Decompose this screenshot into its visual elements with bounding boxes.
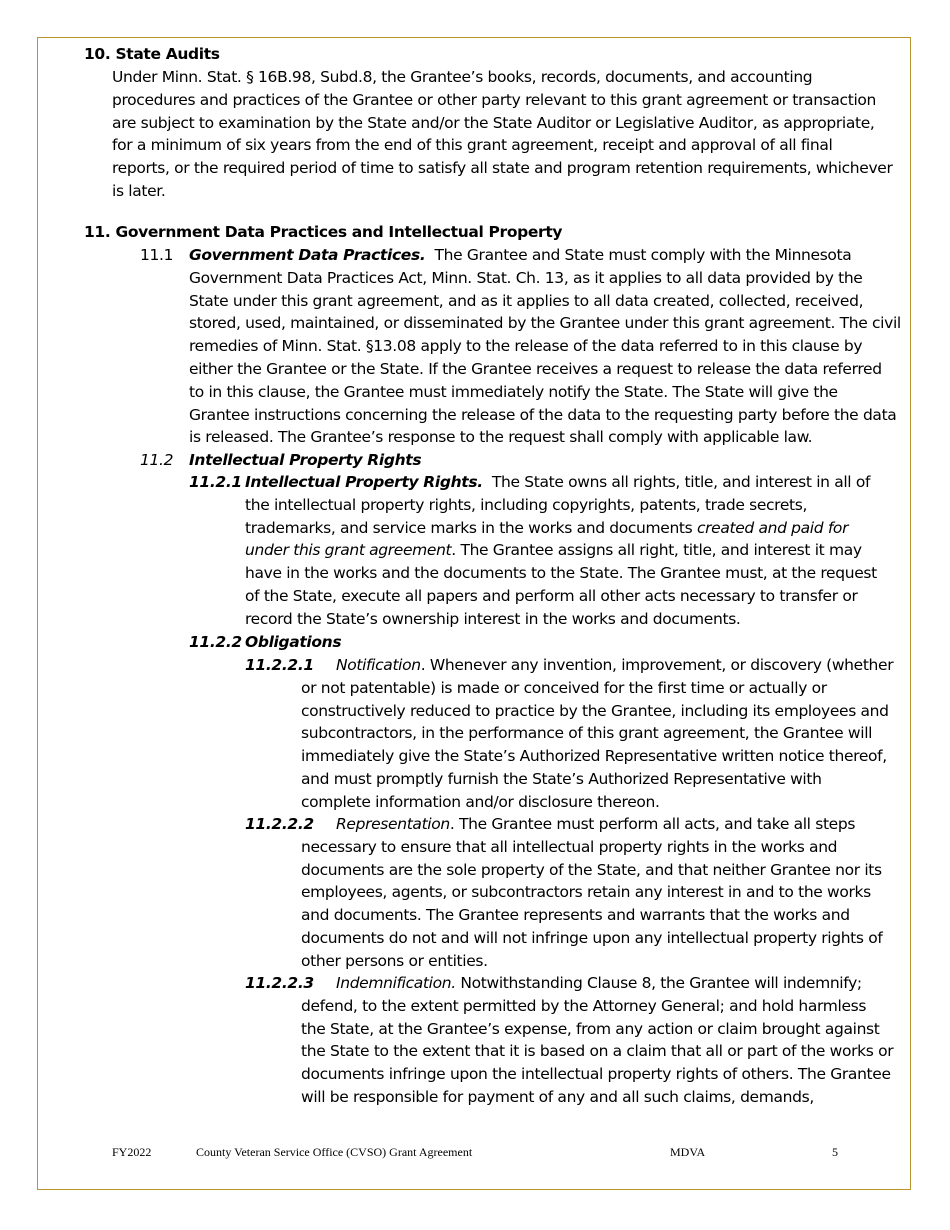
- footer-document-title: County Veteran Service Office (CVSO) Grant Agreement: [196, 1145, 473, 1159]
- clause-11-2-2-2-title: Representation: [336, 815, 450, 833]
- clause-11-2-2-1-title: Notification: [336, 656, 421, 674]
- clause-11-2-1: [245, 471, 895, 631]
- clause-11-2-number: 11.2: [140, 451, 174, 469]
- clause-11-1: [189, 244, 901, 449]
- footer-agency: MDVA: [670, 1145, 706, 1159]
- clause-11-2-2-3-body: Notwithstanding Clause 8, the Grantee will indemnify; defend, to the extent permitted by the Attorney General; and hold harmless the State, at the Grantee’s expense, from any action or claim brought against the State to the extent that it is based on a claim that all or part of the works or documents infringe upon the intellectual property rights of others. The Grantee will be responsible for payment of any and all such claims, demands,: [301, 974, 894, 1106]
- clause-11-1-number: 11.1: [140, 246, 174, 264]
- clause-11-2-2-number: 11.2.2: [189, 633, 242, 651]
- footer-fiscal-year: FY2022: [112, 1145, 152, 1159]
- clause-11-2-1-title: Intellectual Property Rights.: [245, 473, 483, 491]
- clause-11-2-2-1-number: 11.2.2.1: [245, 656, 314, 674]
- clause-11-2-2-1: [301, 654, 894, 814]
- section-10-body: Under Minn. Stat. § 16B.98, Subd.8, the Grantee’s books, records, documents, and accounting procedures and practices of the Grantee or other party relevant to this grant agreement or transaction are subject to examination by the State and/or the State Auditor or Legislative Auditor, as appropriate, for a minimum of six years from the end of this grant agreement, receipt and approval of all final reports, or the required period of time to satisfy all state and program retention requirements, whichever is later.: [112, 68, 893, 200]
- clause-11-1-body: The Grantee and State must comply with the Minnesota Government Data Practices Act, Minn. Stat. Ch. 13, as it applies to all data provided by the State under this grant agreement, and as it applies to all data created, collected, received, stored, used, maintained, or disseminated by the Grantee under this grant agreement. The civil remedies of Minn. Stat. §13.08 apply to the release of the data referred to in this clause by either the Grantee or the State. If the Grantee receives a request to release the data referred to in this clause, the Grantee must immediately notify the State. The State will give the Grantee instructions concerning the release of the data to the requesting party before the data is released. The Grantee’s response to the request shall comply with applicable law.: [189, 246, 901, 447]
- clause-11-2-2-2-body: . The Grantee must perform all acts, and take all steps necessary to ensure that all intellectual property rights in the works and documents are the sole property of the State, and that neither Grantee nor its employees, agents, or subcontractors retain any interest in and to the works and documents. The Grantee represents and warrants that the works and documents do not and will not infringe upon any intellectual property rights of other persons or entities.: [301, 815, 883, 970]
- clause-11-2-2-3-title: Indemnification.: [336, 974, 456, 992]
- clause-11-2-title: Intellectual Property Rights: [189, 451, 422, 469]
- clause-11-2-2-3-number: 11.2.2.3: [245, 974, 314, 992]
- section-10-heading: 10. State Audits: [84, 45, 220, 63]
- clause-11-2-2-2-number: 11.2.2.2: [245, 815, 314, 833]
- clause-11-2-1-body-italic: created and paid for under this grant agreement: [245, 518, 849, 560]
- clause-11-2-2-2: [301, 813, 894, 973]
- clause-11-1-title: Government Data Practices.: [189, 246, 426, 264]
- footer-page-number: 5: [832, 1145, 838, 1159]
- clause-11-2-2-title: Obligations: [245, 633, 342, 651]
- clause-11-2-1-body-b: . The Grantee assigns all right, title, and interest it may have in the works and the documents to the State. The Grantee must, at the request of the State, execute all papers and perform all other acts necessary to transfer or record the State’s ownership interest in the works and documents.: [245, 541, 877, 628]
- clause-11-2-2-3: [301, 972, 894, 1109]
- clause-11-2-1-number: 11.2.1: [189, 473, 242, 491]
- section-11-heading: 11. Government Data Practices and Intellectual Property: [84, 223, 563, 241]
- clause-11-2-2-1-body: . Whenever any invention, improvement, or discovery (whether or not patentable) is made or conceived for the first time or actually or constructively reduced to practice by the Grantee, including its employees and subcontractors, in the performance of this grant agreement, the Grantee will immediately give the State’s Authorized Representative written notice thereof, and must promptly furnish the State’s Authorized Representative with complete information and/or disclosure thereon.: [301, 656, 894, 811]
- clause-11-2-1-body-a: The State owns all rights, title, and interest in all of the intellectual property rights, including copyrights, patents, trade secrets, trademarks, and service marks in the works and documents: [245, 473, 871, 537]
